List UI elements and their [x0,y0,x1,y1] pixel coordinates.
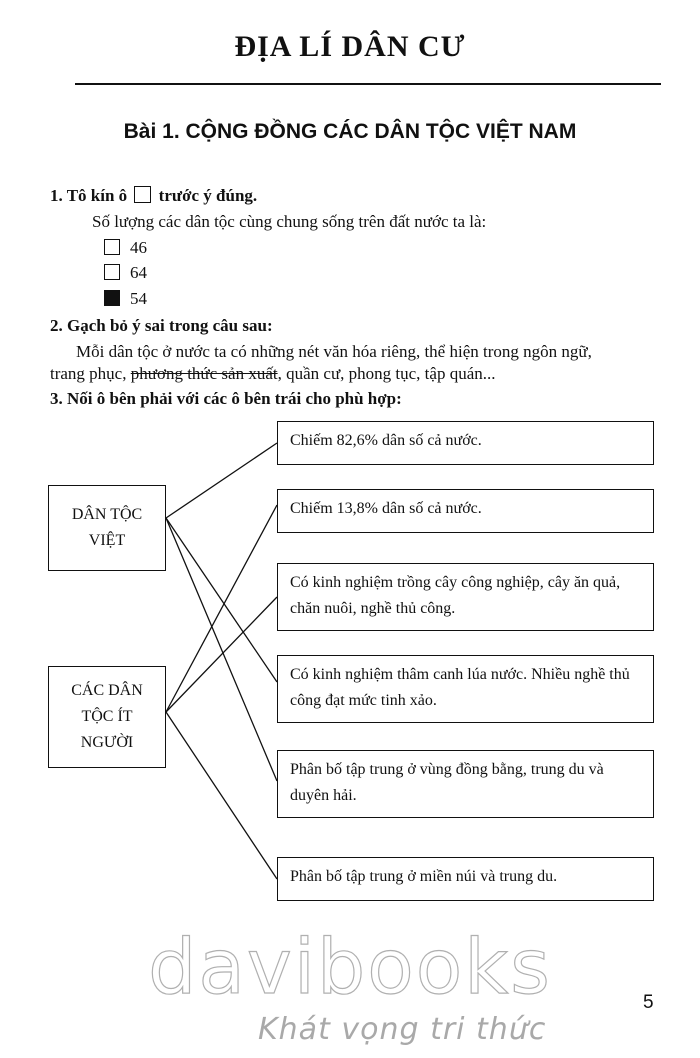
right-box-3[interactable]: Có kinh nghiệm trồng cây công nghiệp, cây ăn quả, chăn nuôi, nghề thủ công. [277,563,654,631]
left-box-line: CÁC DÂN [71,682,143,699]
left-box-line: TỘC ÍT [81,708,133,725]
left-box-line: VIỆT [88,532,126,549]
left-box-line: DÂN TỘC [71,506,143,523]
right-box-4[interactable]: Có kinh nghiệm thâm canh lúa nước. Nhiều nghề thủ công đạt mức tinh xảo. [277,655,654,723]
question-2-heading: 2. Gạch bỏ ý sai trong câu sau: [50,316,273,335]
page-number: 5 [643,992,654,1013]
chapter-title: ĐỊA LÍ DÂN CƯ [234,30,466,63]
right-box-5[interactable]: Phân bố tập trung ở vùng đồng bằng, trung du và duyên hải. [277,750,654,818]
match-line [166,518,277,781]
match-line [166,505,277,712]
brand-watermark: davibooks [148,922,552,1011]
left-box-line: NGƯỜI [80,734,134,751]
question-1-heading-suffix: trước ý đúng. [158,186,258,205]
question-3-heading: 3. Nối ô bên phải với các ô bên trái cho phù hợp: [50,389,402,408]
text-before-strike: trang phục, [50,364,131,383]
right-box-6[interactable]: Phân bố tập trung ở miền núi và trung du. [277,857,654,901]
right-box-2[interactable]: Chiếm 13,8% dân số cả nước. [277,489,654,533]
question-2-line-1: Mỗi dân tộc ở nước ta có những nét văn hóa riêng, thể hiện trong ngôn ngữ, [76,342,592,361]
match-line [166,443,277,518]
question-1-prompt: Số lượng các dân tộc cùng chung sống trên đất nước ta là: [92,212,487,231]
question-1-heading-prefix: 1. Tô kín ô [50,186,128,205]
struck-out-phrase: phương thức sản xuất [130,364,278,383]
option-label: 64 [130,263,147,282]
left-box-dan-toc-viet[interactable] [48,485,166,571]
match-line [166,712,277,879]
text-after-strike: , quần cư, phong tục, tập quán... [277,364,496,383]
option-label: 54 [130,289,147,308]
lesson-title: Bài 1. CỘNG ĐỒNG CÁC DÂN TỘC VIỆT NAM [123,120,577,143]
match-line [166,597,277,712]
right-box-1[interactable]: Chiếm 82,6% dân số cả nước. [277,421,654,465]
left-box-cac-dan-toc-it-nguoi[interactable] [48,666,166,768]
brand-slogan: Khát vọng tri thức [258,1012,547,1047]
option-label: 46 [130,238,147,257]
match-line [166,518,277,682]
